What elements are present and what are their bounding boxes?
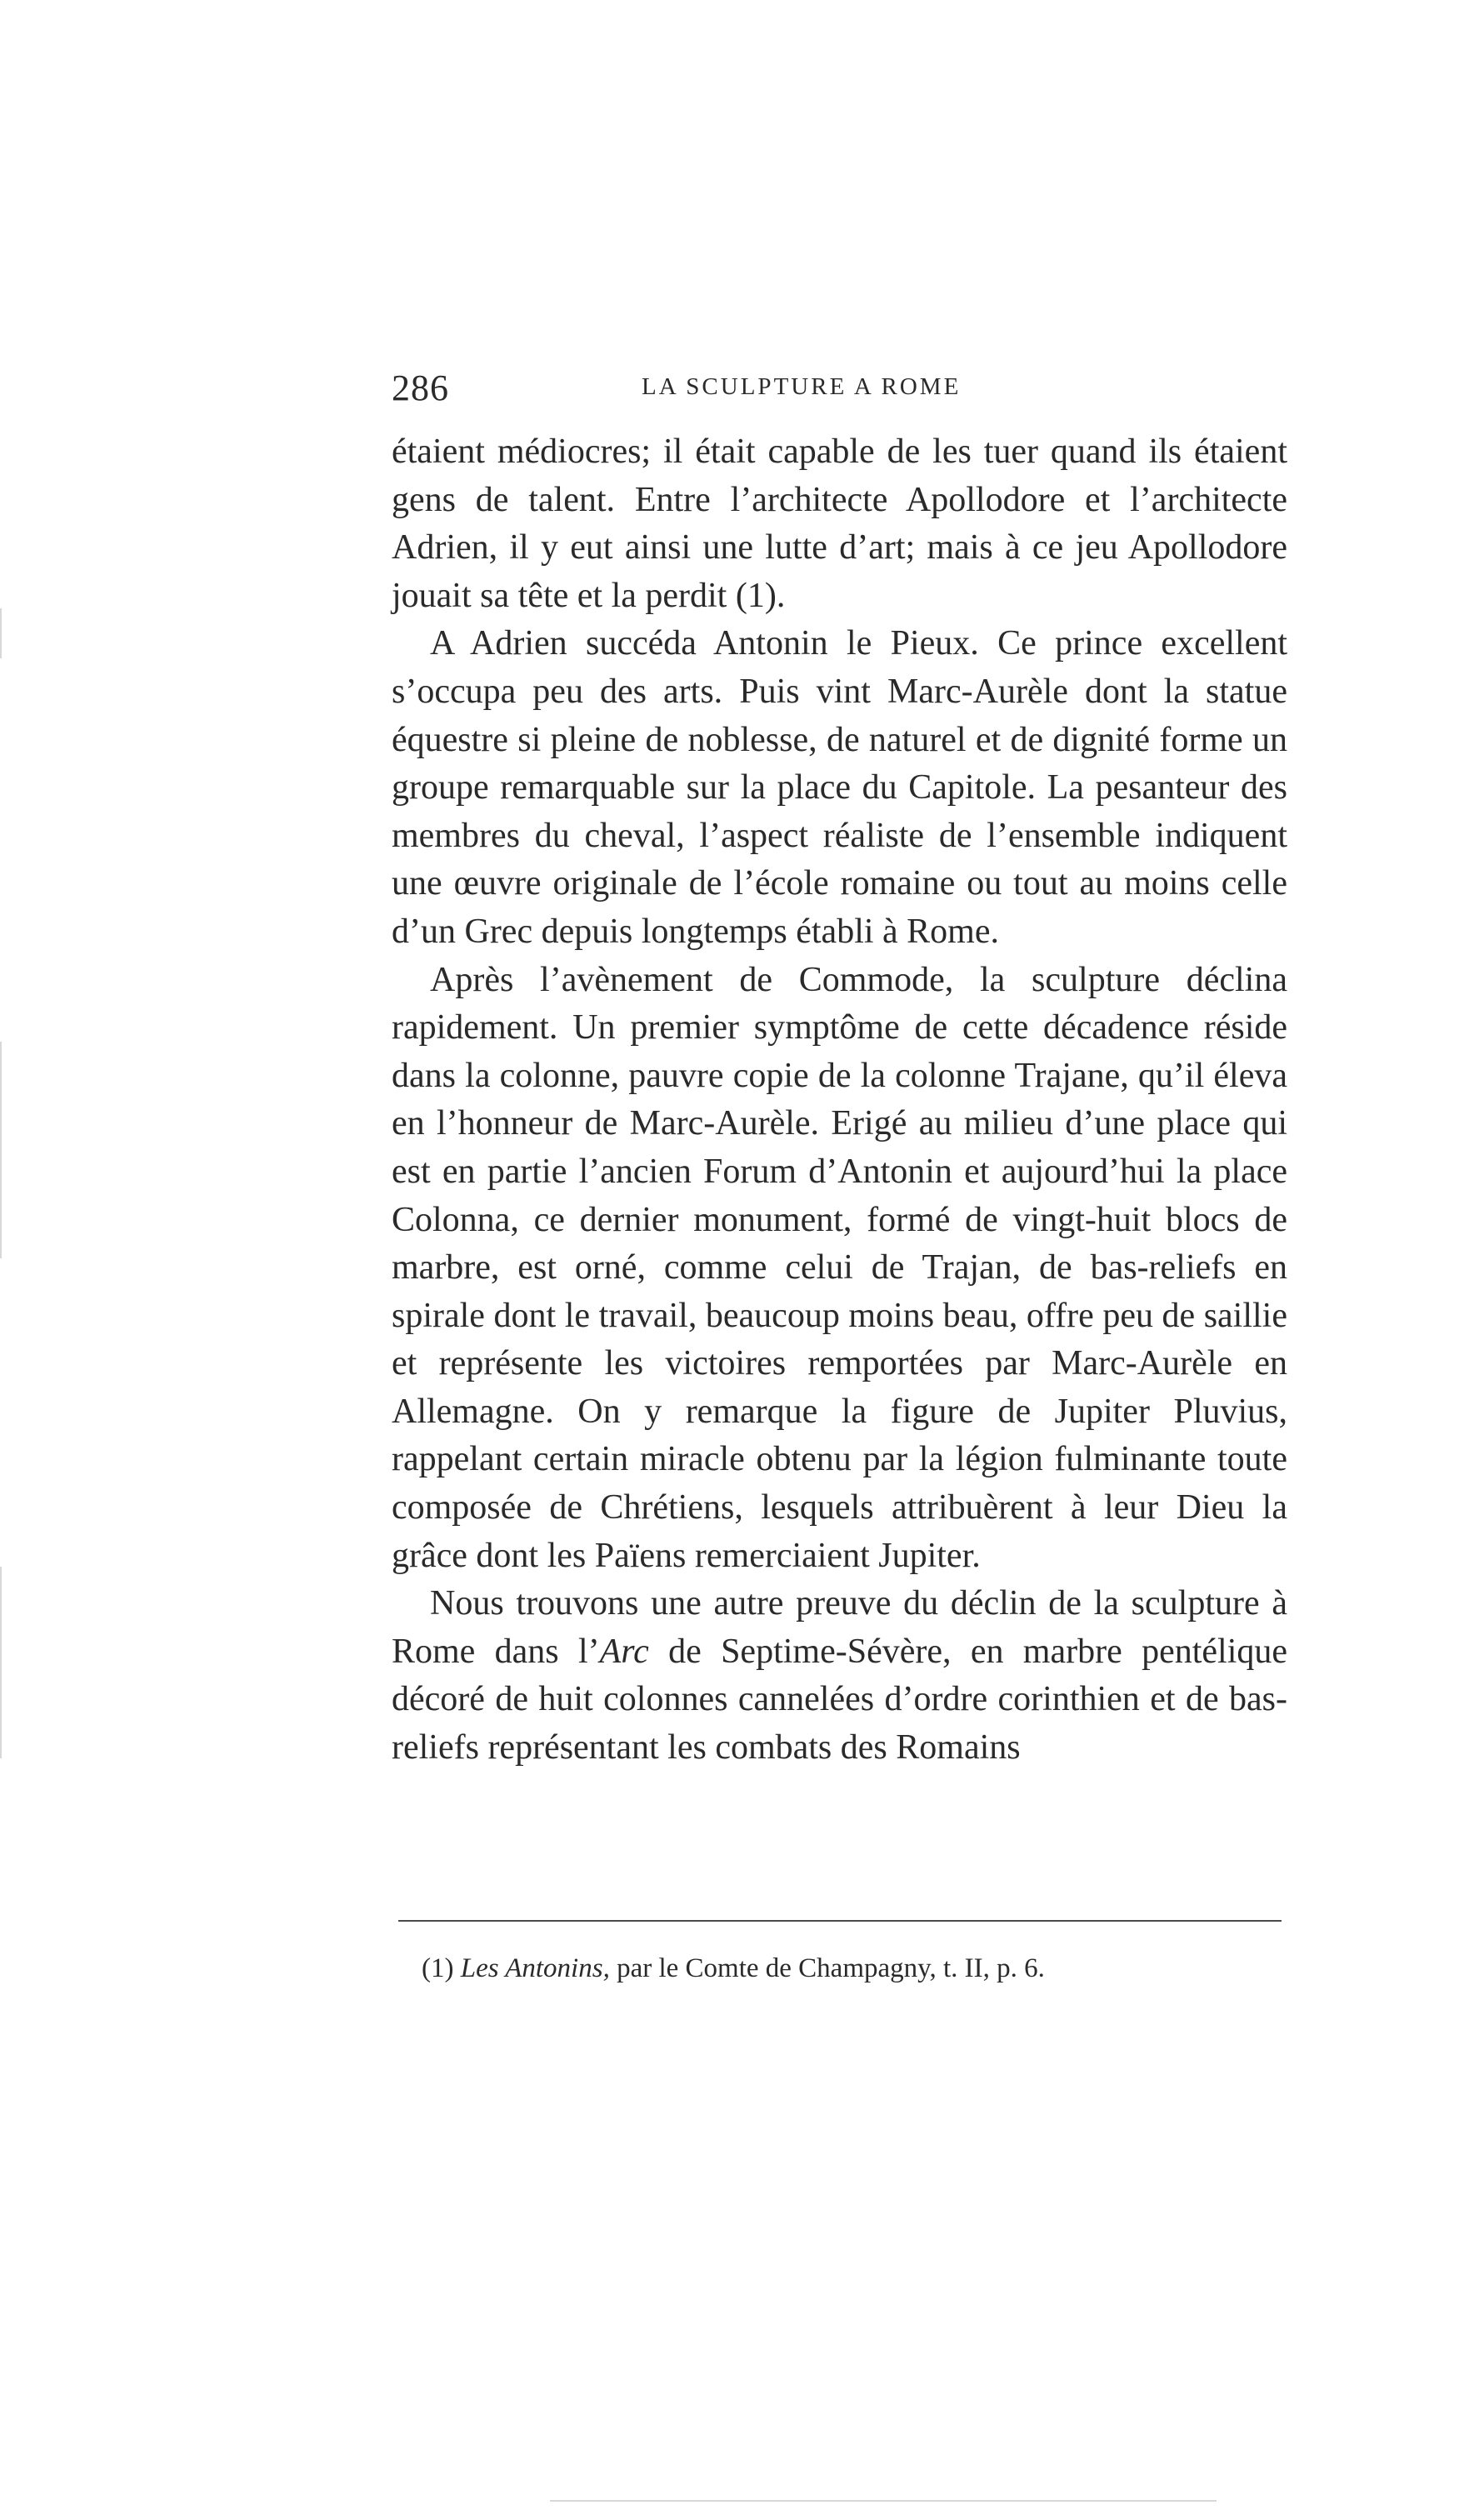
- scan-edge-mark: [0, 1042, 2, 1258]
- footnote-marker: (1): [422, 1953, 461, 1983]
- body-text: [392, 428, 1287, 1772]
- scan-bottom-mark: [550, 2500, 1217, 2502]
- italic-arc: Arc: [599, 1632, 649, 1671]
- paragraph-4-start: Nous trouvons une autre preuve du déclin de la sculpture à Rome dans l’: [392, 1584, 1287, 1671]
- scan-edge-mark: [0, 608, 2, 658]
- paragraph-4: [392, 1580, 1287, 1772]
- footnote-text: par le Comte de Champagny, t. II, p. 6.: [609, 1953, 1045, 1983]
- page-number: 286: [392, 368, 449, 408]
- paragraph-1: étaient médiocres; il était capable de les tuer quand ils étaient gens de talent. Entre l’architecte Apollodore et l’architecte Adrien, il y eut ainsi une lutte d’art; mais à ce jeu Apollodore jouait sa tête et la perdit (1).: [392, 432, 1287, 615]
- page-header: [392, 367, 1300, 417]
- footnote-rule: [398, 1920, 1282, 1922]
- footnote-title: Les Antonins,: [460, 1953, 610, 1983]
- paragraph-4-end: de Septime-Sévère, en marbre pentélique décoré de huit colonnes cannelées d’ordre corinthien et de bas-reliefs représentant les combats des Romains: [392, 1632, 1288, 1768]
- paragraph-3: Après l’avènement de Commode, la sculpture déclina rapidement. Un premier symptôme de cette décadence réside dans la colonne, pauvre copie de la colonne Trajane, qu’il éleva en l’honneur de Marc-Aurèle. Erigé au milieu d’une place qui est en partie l’ancien Forum d’Antonin et aujourd’hui la place Colonna, ce dernier monument, formé de vingt-huit blocs de marbre, est orné, comme celui de Trajan, de bas-reliefs en spirale dont le travail, beaucoup moins beau, offre peu de saillie et représente les victoires remportées par Marc-Aurèle en Allemagne. On y remarque la figure de Jupiter Pluvius, rappelant certain miracle obtenu par la légion fulminante toute composée de Chrétiens, lesquels attribuèrent à leur Dieu la grâce dont les Païens remerciaient Jupiter.: [392, 960, 1287, 1575]
- paragraph-2: A Adrien succéda Antonin le Pieux. Ce prince excellent s’occupa peu des arts. Puis vint Marc-Aurèle dont la statue équestre si pleine de noblesse, de naturel et de dignité forme un groupe remarquable sur la place du Capitole. La pesanteur des membres du cheval, l’aspect réaliste de l’ensemble indiquent une œuvre originale de l’école romaine ou tout au moins celle d’un Grec depuis longtemps établi à Rome.: [392, 624, 1287, 951]
- scan-edge-mark: [0, 1567, 2, 1758]
- running-title: LA SCULPTURE A ROME: [642, 373, 962, 400]
- footnote: [422, 1952, 1288, 1985]
